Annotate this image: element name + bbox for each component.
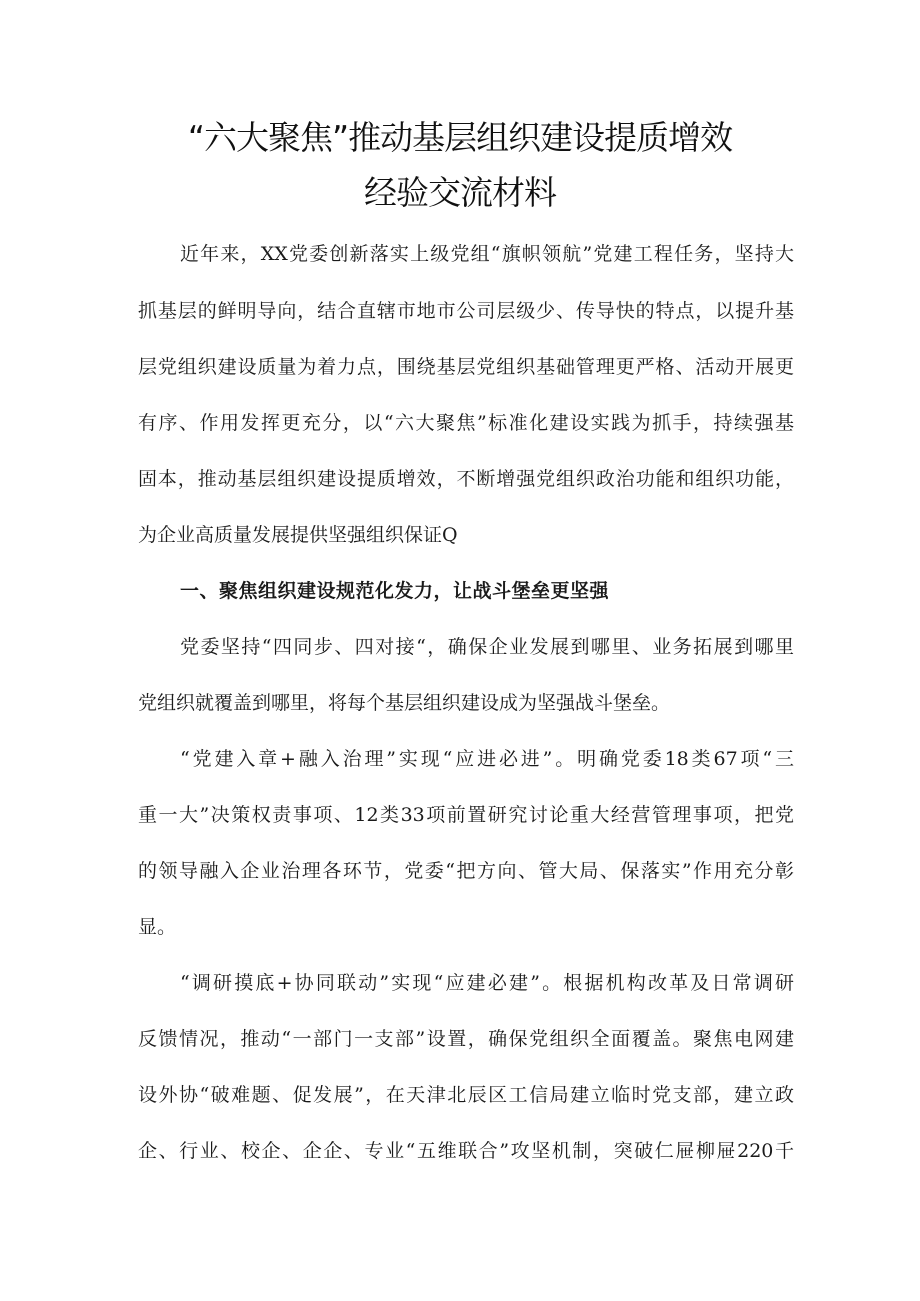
paragraph-4-line-3: 设外协“破难题、促发展”，在天津北辰区工信局建立临时党支部，建立政 xyxy=(138,1084,794,1106)
paragraph-1-line-5: 固本，推动基层组织建设提质增效，不断增强党组织政治功能和组织功能， xyxy=(138,468,794,490)
paragraph-1-line-1: 近年来，XX党委创新落实上级党组“旗帜领航”党建工程任务，坚持大 xyxy=(180,243,794,265)
paragraph-1-line-2: 抓基层的鲜明导向，结合直辖市地市公司层级少、传导快的特点，以提升基 xyxy=(138,300,794,322)
paragraph-3-line-3: 的领导融入企业治理各环节，党委“把方向、管大局、保落实”作用充分彰 xyxy=(138,860,794,882)
paragraph-1-line-3: 层党组织建设质量为着力点，围绕基层党组织基础管理更严格、活动开展更 xyxy=(138,356,794,378)
document-title-line-2: 经验交流材料 xyxy=(364,173,556,212)
paragraph-3-line-1: “党建入章+融入治理”实现“应进必进”。明确党委18类67项“三 xyxy=(180,748,794,770)
paragraph-4-line-1: “调研摸底+协同联动”实现“应建必建”。根据机构改革及日常调研 xyxy=(180,972,794,994)
paragraph-3-line-4: 显。 xyxy=(138,916,177,938)
section-heading-1: 一、聚焦组织建设规范化发力，让战斗堡垒更坚强 xyxy=(180,580,610,602)
paragraph-1-line-4: 有序、作用发挥更充分，以“六大聚焦”标准化建设实践为抓手，持续强基 xyxy=(138,412,794,434)
paragraph-1-line-6: 为企业高质量发展提供坚强组织保证Q xyxy=(138,524,458,546)
paragraph-4-line-2: 反馈情况，推动“一部门一支部”设置，确保党组织全面覆盖。聚焦电网建 xyxy=(138,1028,794,1050)
paragraph-2-line-2: 党组织就覆盖到哪里，将每个基层组织建设成为坚强战斗堡垒。 xyxy=(138,692,671,714)
document-title-line-1: “六大聚焦”推动基层组织建设提质增效 xyxy=(187,118,733,157)
paragraph-3-line-2: 重一大”决策权责事项、12类33项前置研究讨论重大经营管理事项，把党 xyxy=(138,804,794,826)
paragraph-4-line-4: 企、行业、校企、企企、专业“五维联合”攻坚机制，突破仁屉柳屉220千 xyxy=(138,1140,794,1162)
paragraph-2-line-1: 党委坚持“四同步、四对接“，确保企业发展到哪里、业务拓展到哪里 xyxy=(180,636,794,658)
